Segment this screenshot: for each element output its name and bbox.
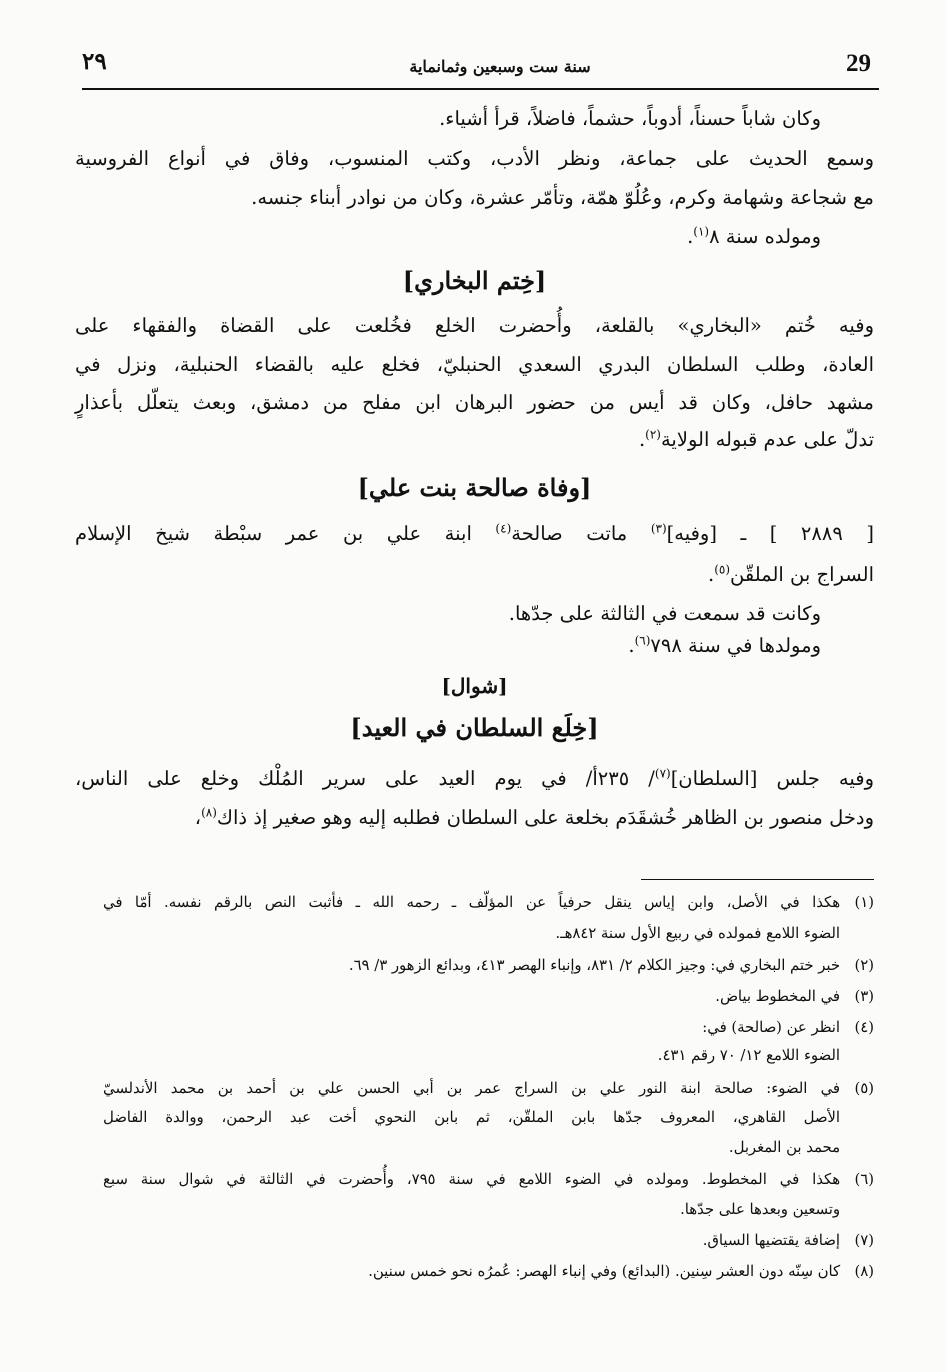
footnote-8: (٨)كان سِنّه دون العشر سِنين. (البدائع) وفي إنباء الهصر: عُمرُه نحو خمس سنين.	[368, 1263, 874, 1280]
footnote-ref: (٦)	[634, 633, 651, 648]
section-heading: [وفاة صالحة بنت علي]	[357, 473, 592, 502]
running-title: سنة ست وسبعين وثمانماية	[409, 57, 591, 76]
footnote-continuation: الضوء اللامع ١٢/ ٧٠ رقم ٤٣١.	[657, 1047, 840, 1064]
paragraph-line: السراج بن الملقّن$^{(٥)}$.	[707, 562, 874, 586]
header-rule	[82, 88, 879, 90]
footnote-6: (٦)هكذا في المخطوط. ومولده في الضوء اللامع في سنة ٧٩٥، وأُحضرت في الثالثة في شوال سنة سبع	[103, 1171, 874, 1188]
paragraph-line: ودخل منصور بن الظاهر خُشقَدَم بخلعة على السلطان فطلبه إليه وهو صغير إذ ذاك$^{(٨)}$،	[194, 805, 874, 829]
paragraph-line: وكانت قد سمعت في الثالثة على جدّها.	[508, 602, 821, 625]
paragraph-line: وفيه جلس [السلطان]$^{(٧)}$/ ٢٣٥أ/ في يوم العيد على سرير المُلْك وخلع على الناس،	[75, 766, 874, 790]
section-heading: [خِتم البخاري]	[402, 266, 547, 295]
footnote-ref: (٨)	[201, 805, 217, 820]
footnote-2: (٢)خبر ختم البخاري في: وجيز الكلام ٢/ ٨٣١، وإنباء الهصر ٤١٣، وبدائع الزهور ٣/ ٦٩.	[348, 957, 874, 974]
paragraph-line: مع شجاعة وشهامة وكرم، وعُلُوّ همّة، وتأمّر عشرة، وكان من نوادر أبناء جنسه.	[251, 186, 874, 209]
page-number-latin: 29	[846, 50, 871, 77]
footnote-continuation: الضوء اللامع فمولده في ربيع الأول سنة ٨٤٢هـ.	[555, 925, 840, 942]
footnote-1: (١)هكذا في الأصل، وابن إياس ينقل حرفياً عن المؤلّف ـ رحمه الله ـ فأثبت النص بالرقم نفسه. أمّا في	[103, 894, 874, 911]
footnote-separator	[641, 879, 874, 880]
paragraph-line: وفيه خُتم «البخاري» بالقلعة، وأُحضرت الخلع فخُلعت على القضاة والفقهاء على	[75, 314, 874, 337]
paragraph-line: ومولدها في سنة ٧٩٨$^{(٦)}$.	[628, 633, 821, 657]
paragraph-line: ومولده سنة ٨$^{(١)}$.	[687, 224, 821, 248]
footnote-3: (٣)في المخطوط بياض.	[715, 988, 874, 1005]
footnote-ref: (١)	[693, 224, 710, 239]
month-heading: [شوال]	[441, 674, 508, 698]
paragraph-line: تدلّ على عدم قبوله الولاية$^{(٢)}$.	[638, 427, 874, 451]
footnote-ref: (٥)	[714, 562, 731, 577]
footnote-continuation: وتسعين وبعدها على جدّها.	[680, 1201, 840, 1218]
footnote-4: (٤)انظر عن (صالحة) في:	[702, 1019, 874, 1036]
section-heading: [خِلَع السلطان في العيد]	[350, 713, 599, 742]
paragraph-line: وسمع الحديث على جماعة، ونظر الأدب، وكتب المنسوب، وفاق في أنواع الفروسية	[75, 147, 874, 170]
footnote-5: (٥)في الضوء: صالحة ابنة النور علي بن السراج عمر بن أبي الحسن علي بن أحمد بن محمد الأندلسيّ	[103, 1080, 874, 1097]
footnote-continuation: محمد بن المغربل.	[728, 1139, 840, 1156]
paragraph-line: وكان شاباً حسناً، أدوباً، حشماً، فاضلاً، قرأ أشياء.	[439, 107, 821, 130]
paragraph-line: العادة، وطلب السلطان البدري السعدي الحنبليّ، فخلع عليه بالقضاء الحنبلية، ونزل في	[75, 353, 874, 376]
footnote-continuation: الأصل القاهري، المعروف جدّها بابن الملقّن، ثم بابن النحوي أخت عبد الرحمن، ووالدة الفاضل	[103, 1109, 840, 1126]
footnote-ref: (٧)	[654, 766, 671, 781]
footnote-ref: (٢)	[645, 427, 661, 442]
page-number-arabic: ٢٩	[82, 48, 107, 75]
paragraph-line: مشهد حافل، وكان قد أيس من حضور البرهان ابن مفلح من دمشق، وبعث يتعلّل بأعذارٍ	[75, 391, 874, 414]
footnote-ref: (٤)	[495, 521, 512, 536]
footnote-ref: (٣)	[650, 521, 667, 536]
paragraph-line: [ ٢٨٨٩ ] ـ [وفيه]$^{(٣)}$ ماتت صالحة$^{(٤)}$ ابنة علي بن عمر سبْطة شيخ الإسلام	[75, 521, 874, 545]
footnote-7: (٧)إضافة يقتضيها السياق.	[702, 1232, 874, 1249]
